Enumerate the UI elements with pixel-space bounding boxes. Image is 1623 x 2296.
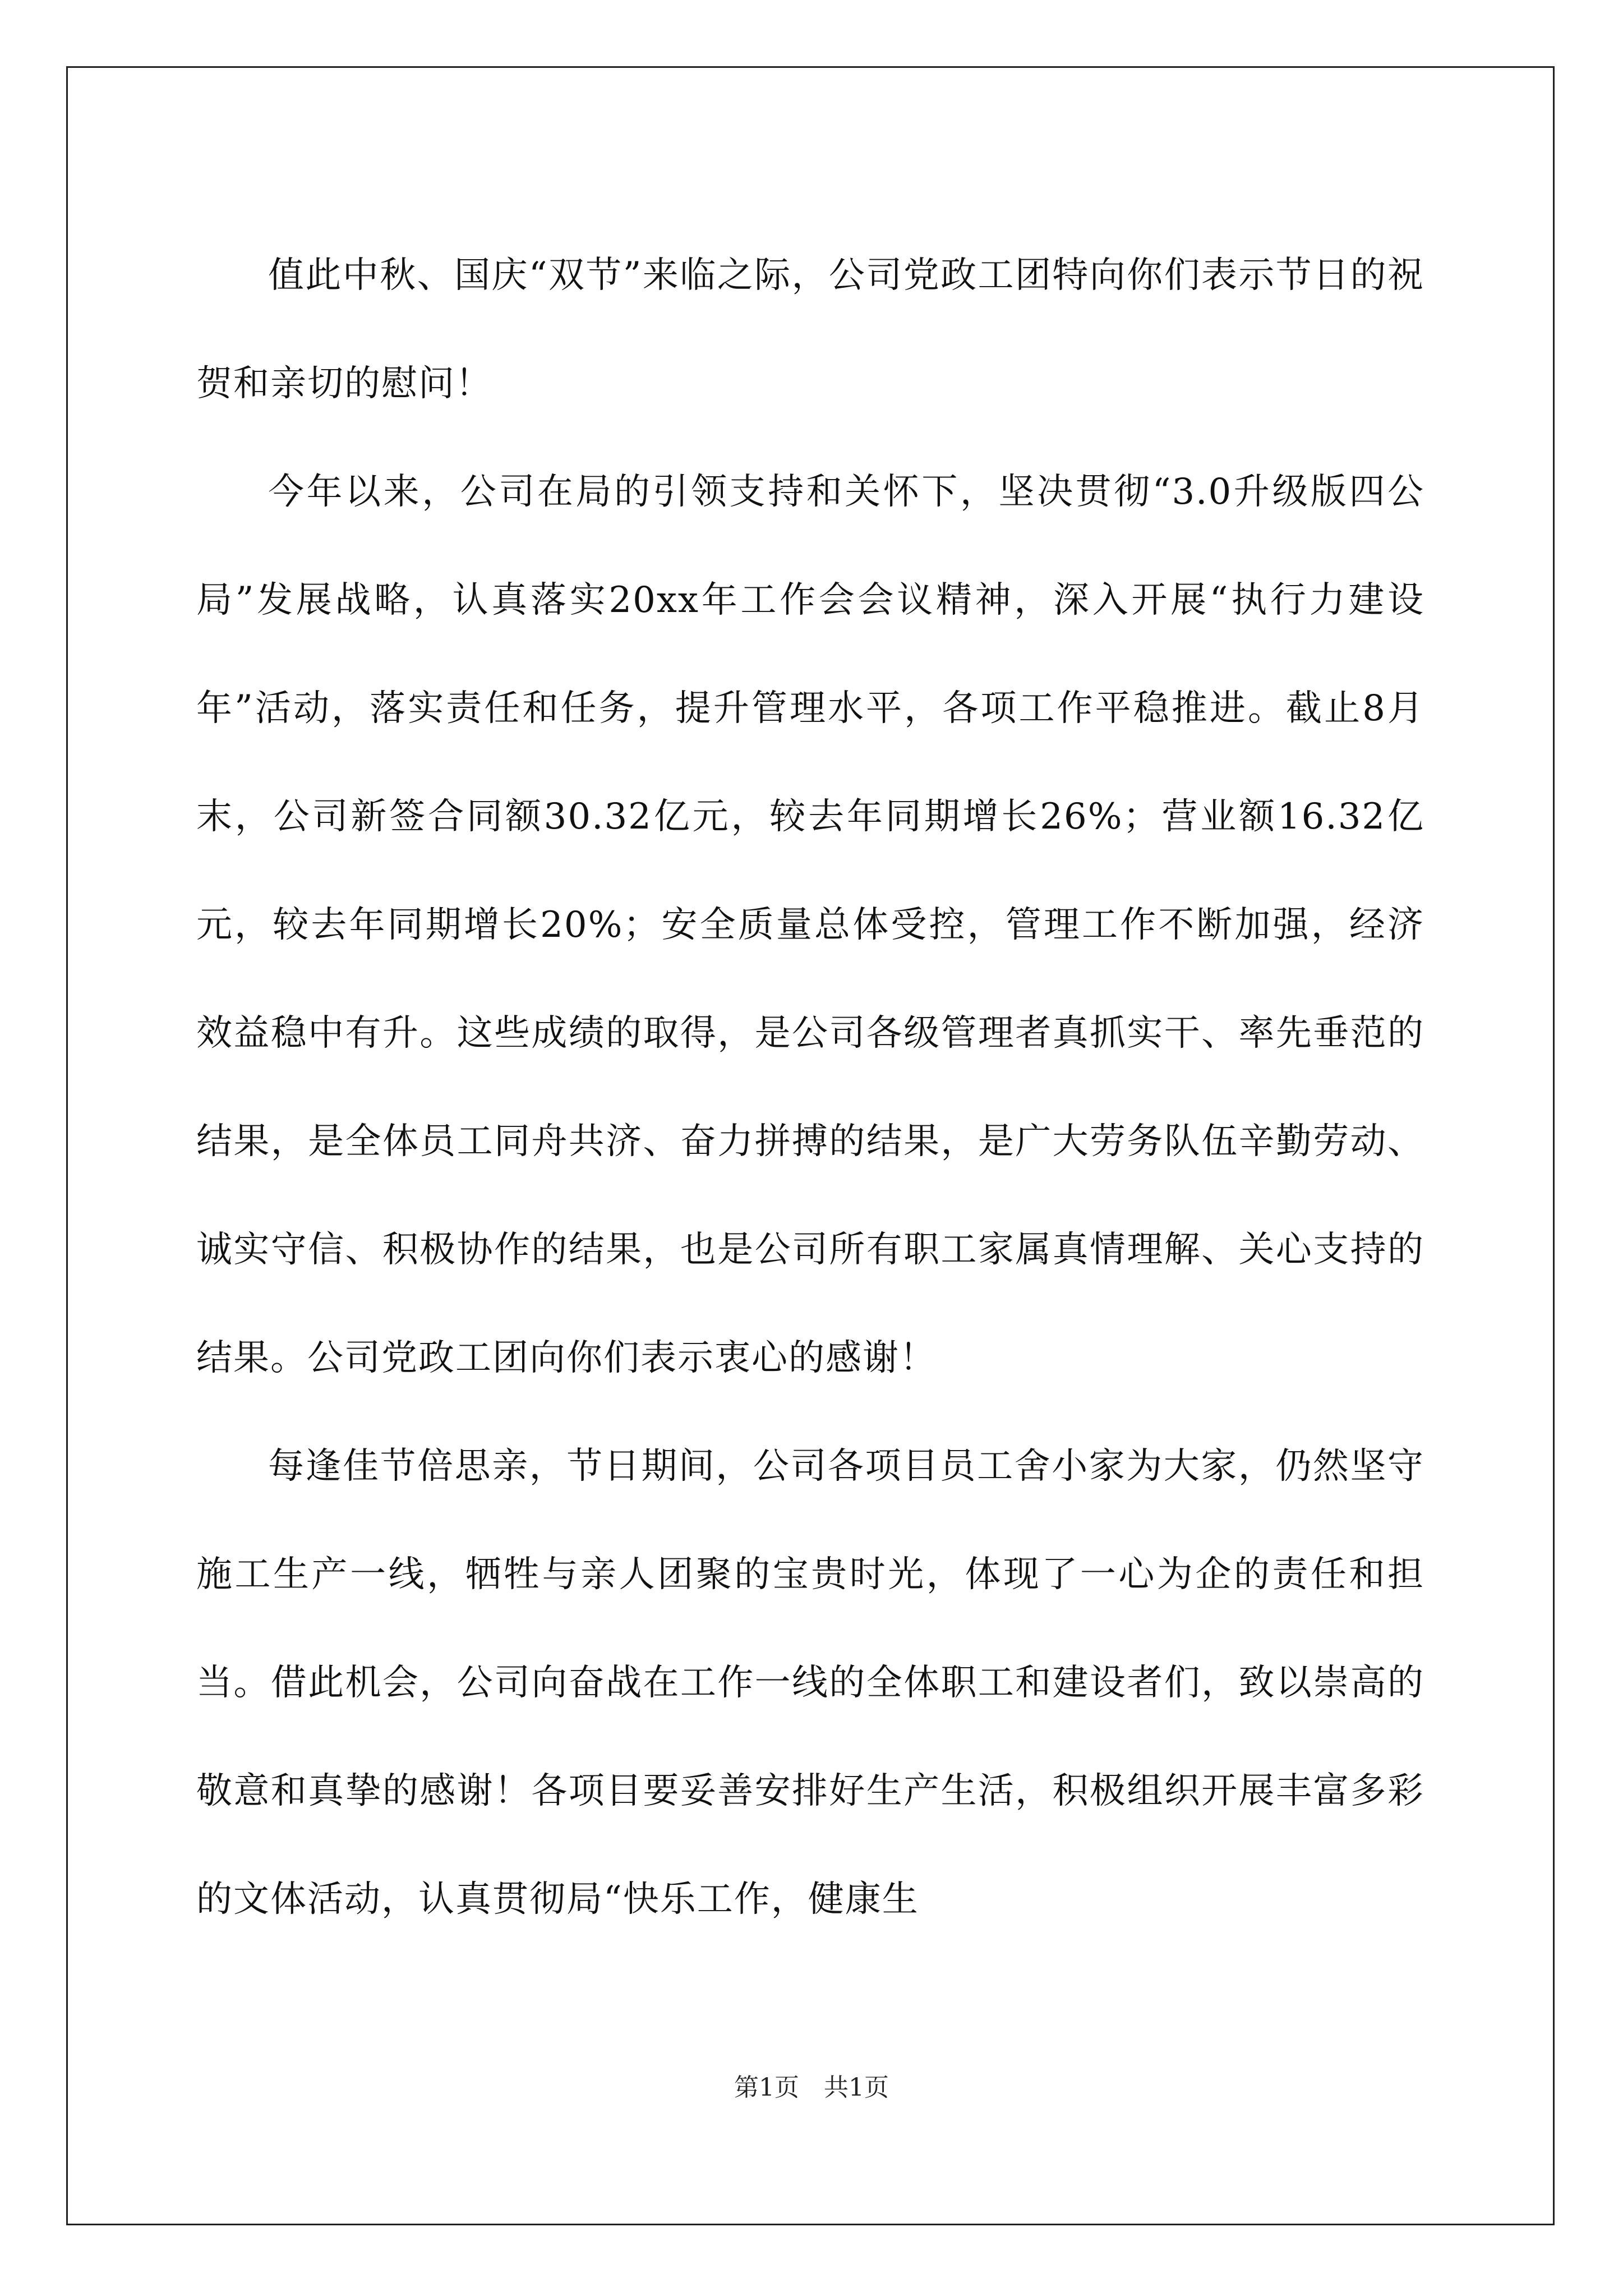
paragraph-greeting: 值此中秋、国庆“双节”来临之际，公司党政工团特向你们表示节日的祝贺和亲切的慰问！ <box>196 255 1424 404</box>
page-total: 共1页 <box>824 2073 889 2102</box>
document-body <box>196 222 1424 1954</box>
page-footer <box>0 2067 1623 2103</box>
page-number: 第1页 <box>734 2073 799 2102</box>
paragraph-achievements: 今年以来，公司在局的引领支持和关怀下，坚决贯彻“3.0升级版四公局”发展战略，认真落实20xx年工作会会议精神，深入开展“执行力建设年”活动，落实责任和任务，提升管理水平，各项工作平稳推进。截止8月末，公司新签合同额30.32亿元，较去年同期增长26%；营业额16.32亿元，较去年同期增长20%；安全质量总体受控，管理工作不断加强，经济效益稳中有升。这些成绩的取得，是公司各级管理者真抓实干、率先垂范的结果，是全体员工同舟共济、奋力拼搏的结果，是广大劳务队伍辛勤劳动、诚实守信、积极协作的结果，也是公司所有职工家属真情理解、关心支持的结果。公司党政工团向你们表示衷心的感谢！ <box>196 471 1424 1379</box>
paragraph-holiday: 每逢佳节倍思亲，节日期间，公司各项目员工舍小家为大家，仍然坚守施工生产一线，牺牲与亲人团聚的宝贵时光，体现了一心为企的责任和担当。借此机会，公司向奋战在工作一线的全体职工和建设者们，致以崇高的敬意和真挚的感谢！各项目要妥善安排好生产生活，积极组织开展丰富多彩的文体活动，认真贯彻局“快乐工作，健康生 <box>196 1446 1424 1920</box>
